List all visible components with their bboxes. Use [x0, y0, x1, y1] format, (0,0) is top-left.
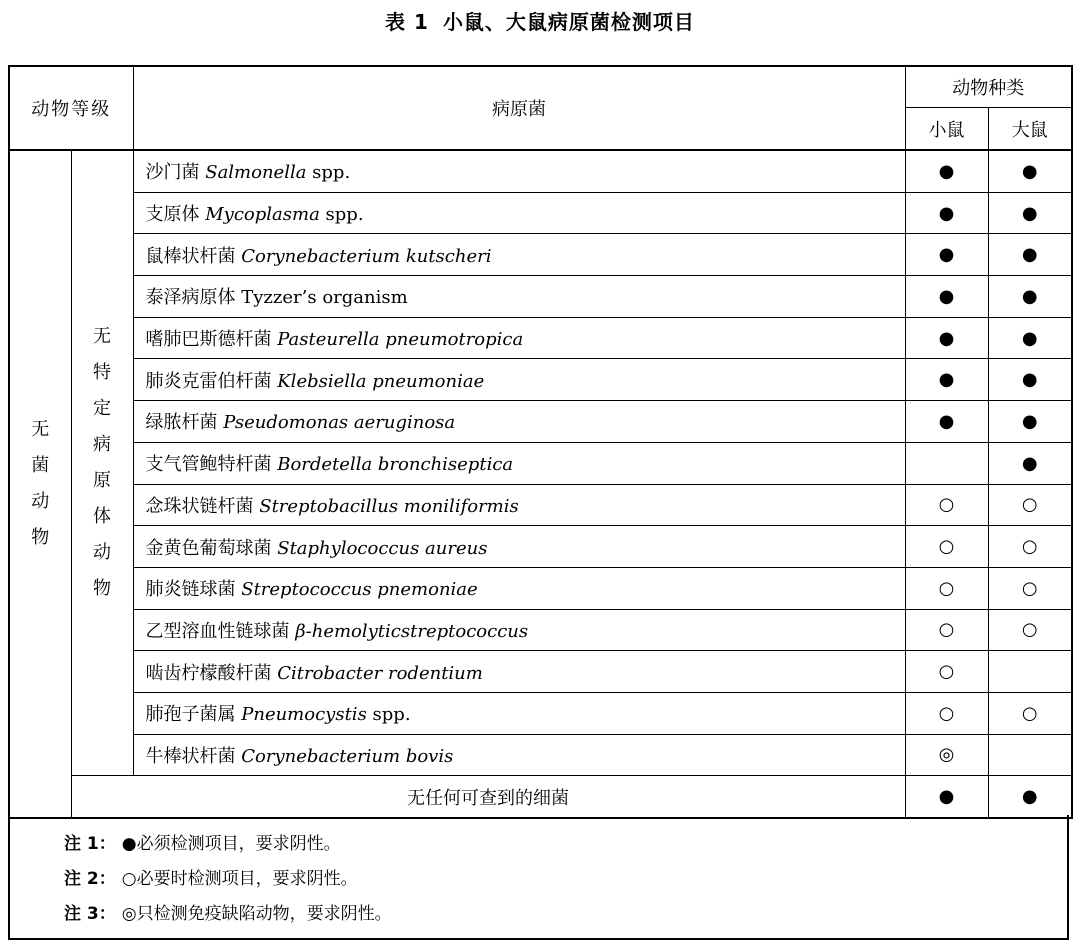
pathogen-cn: 沙门菌: [145, 162, 200, 184]
pathogen-cn: 绿脓杆菌: [145, 412, 218, 434]
pathogen-cell: [133, 359, 905, 401]
header-grade: 动物等级: [9, 66, 133, 150]
notes-box: [8, 815, 1069, 940]
pathogen-cn: 乙型溶血性链球菌: [145, 620, 290, 642]
mouse-mark: ○: [905, 567, 988, 609]
pathogen-sci: Corynebacterium kutscheri: [241, 245, 492, 267]
vertical-char: 体: [93, 506, 111, 528]
pathogen-suffix: spp.: [319, 204, 364, 226]
pathogen-cn: 支气管鲍特杆菌: [145, 454, 272, 476]
grade-spf-text: [72, 319, 133, 607]
rat-mark: ●: [988, 776, 1072, 819]
rat-mark: ○: [988, 567, 1072, 609]
pathogen-cn: 牛棒状杆菌: [145, 745, 236, 767]
pathogen-cn: 啮齿柠檬酸杆菌: [145, 662, 272, 684]
pathogen-suffix: spp.: [366, 704, 411, 726]
table-row: [9, 651, 1072, 693]
mouse-mark: ●: [905, 359, 988, 401]
vertical-char: 定: [93, 398, 111, 420]
table-row-no-bacteria: [9, 776, 1072, 819]
rat-mark: ●: [988, 234, 1072, 276]
table-row: [9, 192, 1072, 234]
pathogen-cn: 肺孢子菌属: [145, 704, 236, 726]
table-row: [9, 442, 1072, 484]
header-rat: 大鼠: [988, 108, 1072, 151]
header-mouse: 小鼠: [905, 108, 988, 151]
mouse-mark: ●: [905, 150, 988, 192]
pathogen-cell: [133, 401, 905, 443]
pathogen-sci: Klebsiella pneumoniae: [277, 370, 485, 392]
pathogen-sci: β-hemolyticstreptococcus: [295, 620, 529, 642]
pathogen-sci: Mycoplasma: [205, 204, 320, 226]
rat-mark: ○: [988, 609, 1072, 651]
mouse-mark: ○: [905, 484, 988, 526]
pathogen-sci: Citrobacter rodentium: [277, 662, 483, 684]
mouse-mark: ○: [905, 692, 988, 734]
rat-mark: ●: [988, 359, 1072, 401]
vertical-char: 菌: [31, 455, 50, 477]
pathogen-sci: Staphylococcus aureus: [277, 537, 488, 559]
table-title: [0, 6, 1080, 38]
vertical-char: 病: [93, 434, 111, 456]
pathogen-cn: 泰泽病原体: [145, 287, 236, 309]
vertical-char: 无: [93, 326, 111, 348]
pathogen-cell: [133, 734, 905, 776]
rat-mark: [988, 734, 1072, 776]
table-row: [9, 567, 1072, 609]
pathogen-cell: [133, 567, 905, 609]
pathogen-cell: [133, 526, 905, 568]
pathogen-cell: [133, 609, 905, 651]
mouse-mark: ●: [905, 234, 988, 276]
pathogen-suffix: spp.: [306, 162, 351, 184]
pathogen-cell: [133, 484, 905, 526]
table-row: [9, 484, 1072, 526]
pathogen-sci: Pseudomonas aeruginosa: [223, 412, 456, 434]
mouse-mark: ○: [905, 526, 988, 568]
rat-mark: ●: [988, 192, 1072, 234]
rat-mark: ○: [988, 526, 1072, 568]
header-pathogen: 病原菌: [133, 66, 905, 150]
vertical-char: 动: [31, 491, 50, 513]
vertical-char: 原: [93, 470, 111, 492]
pathogen-sci: Bordetella bronchiseptica: [277, 454, 514, 476]
pathogen-cell: [133, 276, 905, 318]
pathogen-table: [8, 65, 1073, 819]
table-row: [9, 150, 1072, 192]
rat-mark: ●: [988, 401, 1072, 443]
vertical-char: 物: [93, 578, 111, 600]
rat-mark: ●: [988, 150, 1072, 192]
rat-mark: ●: [988, 317, 1072, 359]
grade-germfree-text: [10, 412, 71, 556]
mouse-mark: ●: [905, 276, 988, 318]
rat-mark: [988, 651, 1072, 693]
table-row: [9, 401, 1072, 443]
pathogen-cell: [133, 651, 905, 693]
vertical-char: 动: [93, 542, 111, 564]
table-row: [9, 359, 1072, 401]
grade-spf: [71, 150, 133, 776]
mouse-mark: ●: [905, 401, 988, 443]
table-number: 表 1: [385, 10, 429, 34]
pathogen-suffix: Tyzzer’s organism: [241, 287, 408, 309]
mouse-mark: ●: [905, 317, 988, 359]
rat-mark: ○: [988, 692, 1072, 734]
header-species: 动物种类: [905, 66, 1072, 108]
pathogen-cell: [133, 150, 905, 192]
pathogen-sci: Streptobacillus moniliformis: [259, 495, 519, 517]
pathogen-sci: Streptococcus pnemoniae: [241, 579, 478, 601]
pathogen-cn: 支原体: [145, 204, 200, 226]
pathogen-cn: 肺炎克雷伯杆菌: [145, 370, 272, 392]
note-1: 注 1： ●必须检测项目，要求阴性。: [64, 834, 341, 854]
pathogen-cell: [133, 234, 905, 276]
pathogen-cell: [133, 692, 905, 734]
table-row: [9, 317, 1072, 359]
pathogen-sci: Pasteurella pneumotropica: [277, 329, 524, 351]
mouse-mark: [905, 442, 988, 484]
pathogen-cn: 嗜肺巴斯德杆菌: [145, 329, 272, 351]
pathogen-cell: [133, 442, 905, 484]
rat-mark: ●: [988, 442, 1072, 484]
table-row: [9, 609, 1072, 651]
pathogen-sci: Corynebacterium bovis: [241, 745, 454, 767]
table-row: [9, 526, 1072, 568]
table-row: [9, 276, 1072, 318]
pathogen-cell: [133, 192, 905, 234]
mouse-mark: ○: [905, 651, 988, 693]
rat-mark: ○: [988, 484, 1072, 526]
mouse-mark: ●: [905, 776, 988, 819]
mouse-mark: ●: [905, 192, 988, 234]
pathogen-sci: Salmonella: [205, 162, 307, 184]
table-row: [9, 234, 1072, 276]
pathogen-cn: 鼠棒状杆菌: [145, 245, 236, 267]
mouse-mark: ○: [905, 609, 988, 651]
mouse-mark: ◎: [905, 734, 988, 776]
note-3: 注 3： ◎只检测免疫缺陷动物，要求阴性。: [64, 904, 392, 924]
pathogen-sci: Pneumocystis: [241, 704, 367, 726]
pathogen-cn: 念珠状链杆菌: [145, 495, 254, 517]
table-row: [9, 734, 1072, 776]
no-bacteria-label: 无任何可查到的细菌: [71, 776, 905, 819]
vertical-char: 无: [31, 419, 50, 441]
note-2: 注 2： ○必要时检测项目，要求阴性。: [64, 869, 358, 889]
table-row: [9, 692, 1072, 734]
pathogen-cn: 肺炎链球菌: [145, 579, 236, 601]
rat-mark: ●: [988, 276, 1072, 318]
grade-germfree: [9, 150, 71, 818]
vertical-char: 物: [31, 527, 50, 549]
pathogen-cell: [133, 317, 905, 359]
table-title-text: 小鼠、大鼠病原菌检测项目: [442, 10, 695, 34]
vertical-char: 特: [93, 362, 111, 384]
pathogen-cn: 金黄色葡萄球菌: [145, 537, 272, 559]
